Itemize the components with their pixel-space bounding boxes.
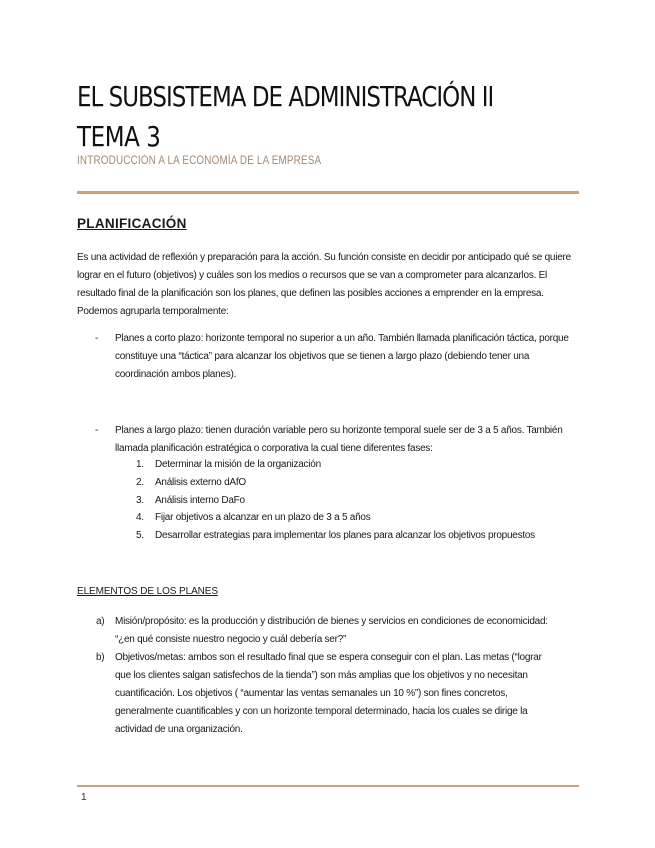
phase-number: 1.: [136, 459, 144, 470]
phase-number: 4.: [136, 512, 144, 524]
document-subtitle: TEMA 3: [77, 120, 161, 153]
list-item: [96, 649, 551, 739]
list-item-short-term: [77, 330, 577, 390]
footer-divider: [77, 785, 579, 787]
item-letter: b): [96, 652, 105, 663]
header-divider: [77, 191, 579, 194]
document-title: EL SUBSISTEMA DE ADMINISTRACIÓN II: [77, 80, 494, 113]
phase-text: Análisis interno DaFo: [155, 494, 245, 506]
phase-text: Análisis externo dAfO: [155, 476, 246, 488]
long-term-text: Planes a largo plazo: tienen duración variable pero su horizonte temporal suele ser de 3 a 5 años. También llamada planificación estratégica o corporativa la cual tiene diferentes fases:: [115, 425, 563, 454]
item-text: Objetivos/metas: ambos son el resultado final que se espera conseguir con el plan. Las metas (“lograr que los clientes salgan satisfechos de la tienda”) son más amplias que los objetivos y no necesitan cuantificación. Los objetivos ( “aumentar las ventas semanales un 10 %”) son fines concretos, generalmente cuantificables y con un horizonte temporal determinado, hacia los cuales se dirige la actividad de una organización.: [115, 652, 542, 735]
elements-list: [96, 613, 551, 739]
phase-text: Fijar objetivos a alcanzar en un plazo de 3 a 5 años: [155, 512, 371, 524]
intro-paragraph: Es una actividad de reflexión y preparación para la acción. Su función consiste en decidir por anticipado qué se quiere lograr en el futuro (objetivos) y cuáles son los medios o recursos que se van a comprometer para alcanzarlos. El resultado final de la planificación son los planes, que definen las posibles acciones a emprender en la empresa. Podemos agruparla temporalmente:: [77, 252, 571, 317]
list-item: [136, 509, 566, 527]
phase-text: Determinar la misión de la organización: [155, 459, 321, 470]
list-item: [136, 527, 566, 545]
item-letter: a): [96, 616, 105, 627]
phase-number: 2.: [136, 476, 144, 488]
item-text: Misión/propósito: es la producción y distribución de bienes y servicios en condiciones de economicidad: “¿en qué consiste nuestro negocio y cuál debería ser?”: [115, 616, 548, 645]
phase-number: 3.: [136, 494, 144, 506]
document-kicker: INTRODUCCIÓN A LA ECONOMÍA DE LA EMPRESA: [77, 155, 322, 167]
phases-list: [136, 456, 566, 545]
phase-text: Desarrollar estrategias para implementar los planes para alcanzar los objetivos propuestos: [155, 530, 535, 542]
section-heading-planificacion: PLANIFICACIÓN: [77, 216, 187, 231]
phase-number: 5.: [136, 530, 144, 542]
list-item: [96, 613, 551, 649]
page-number: 1: [81, 792, 87, 803]
short-term-text: Planes a corto plazo: horizonte temporal no superior a un año. También llamada planificación táctica, porque constituye una “táctica” para alcanzar los objetivos que se tienen a largo plazo (debiendo tener una coordinación ambos planes).: [115, 333, 569, 380]
list-item: [136, 474, 566, 492]
section-heading-elementos: ELEMENTOS DE LOS PLANES: [77, 586, 218, 597]
list-item: [136, 492, 566, 510]
dash-bullet: -: [95, 333, 99, 344]
dash-bullet: -: [95, 425, 99, 436]
list-item: [136, 456, 566, 474]
